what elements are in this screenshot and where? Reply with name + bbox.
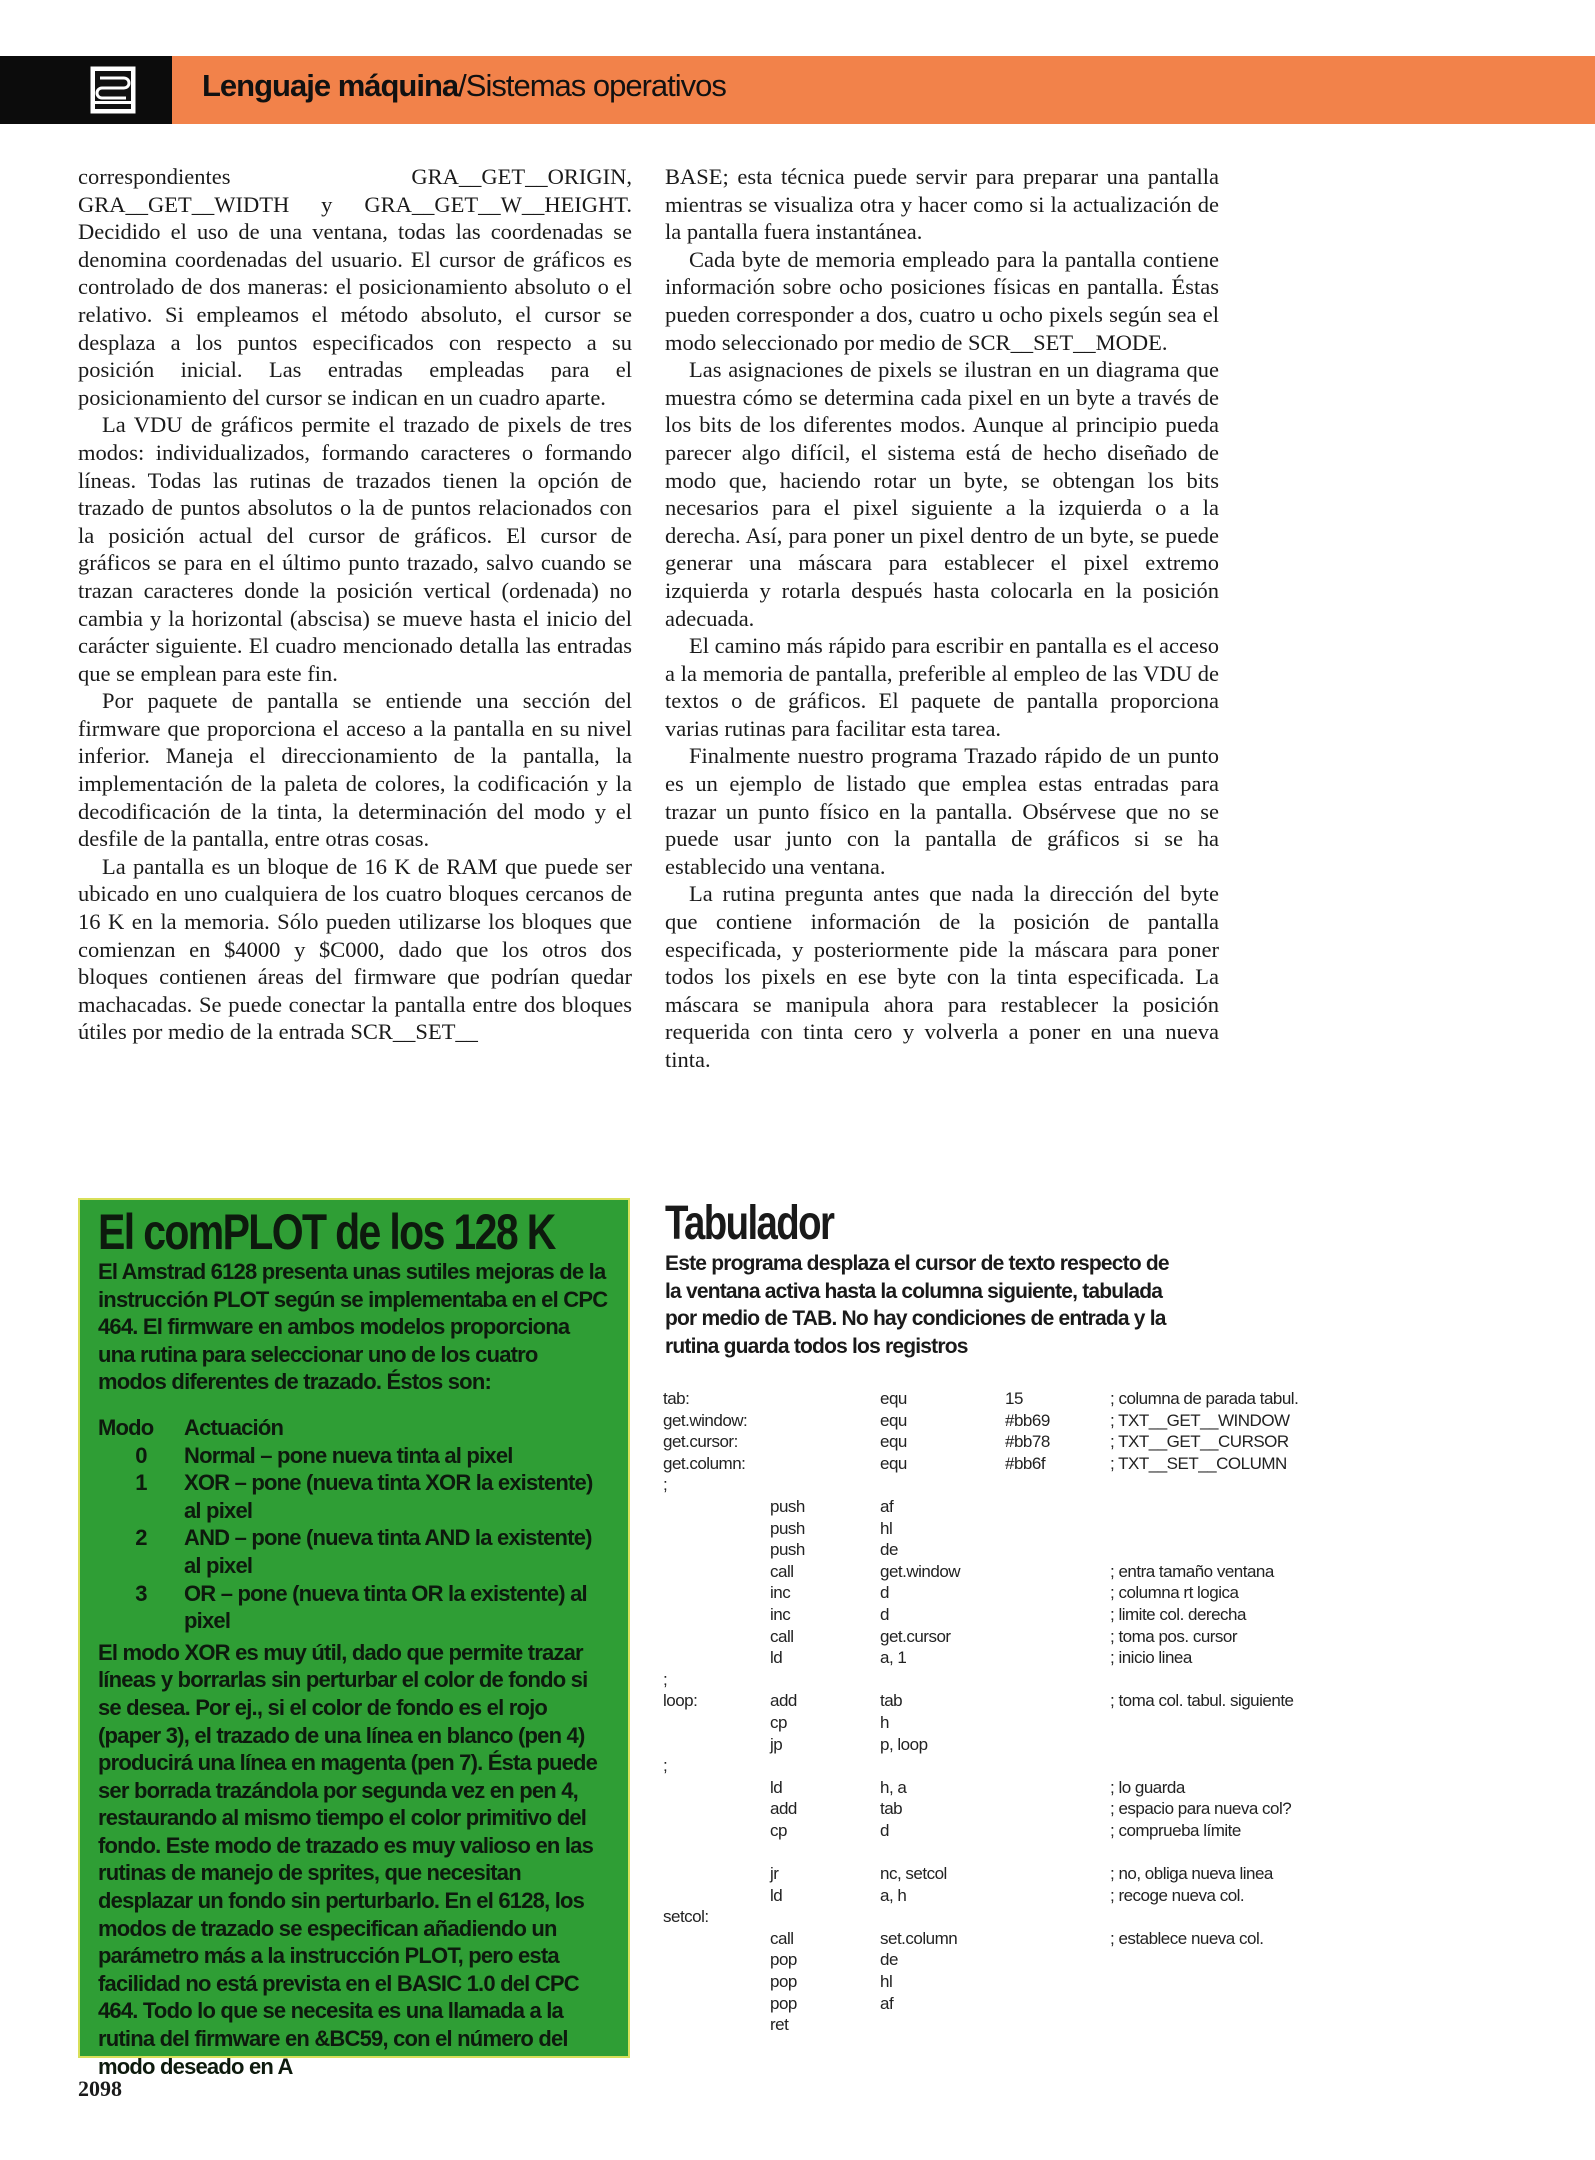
code-comment: ; toma pos. cursor	[1110, 1626, 1238, 1646]
code-label: loop:	[663, 1691, 698, 1711]
paragraph: Las asignaciones de pixels se ilustran en un diagrama que muestra cómo se determina cada pixel en un byte a través de los bits de los diferentes modos. Aunque al principio pueda parecer algo difícil, el sistema está de hecho diseñado de modo que, haciendo rotar un byte, se obtengan los bits necesarios para el pixel siguiente a la izquierda o a la derecha. Así, para poner un pixel dentro de un byte, se puede generar una máscara para establecer el pixel extremo izquierda y rotarla después hasta colocarla en la posición adecuada.	[665, 357, 1219, 631]
code-opcode: ld	[770, 1648, 783, 1668]
sidebar-box	[78, 1198, 630, 2079]
code-opcode: push	[770, 1496, 805, 1516]
paragraph: Por paquete de pantalla se entiende una sección del firmware que proporciona el acceso a la pantalla en su nivel inferior. Maneja el direccionamiento de la pantalla, la implementación de la paleta de colores, la codificación y la decodificación de la tinta, la determinación del modo y el desfile de la pantalla, entre otras cosas.	[78, 688, 632, 852]
code-comment: ; TXT__GET__WINDOW	[1110, 1410, 1290, 1430]
mode-number: 2	[135, 1525, 147, 1551]
code-opcode: jp	[770, 1734, 783, 1754]
code-opcode: ret	[770, 2015, 789, 2035]
listing-title: Tabulador	[665, 1197, 834, 1250]
code-opcode: ld	[770, 1777, 783, 1797]
col-mode: Modo	[98, 1414, 154, 1440]
modes-table	[98, 1414, 610, 1635]
code-opcode: jr	[770, 1864, 779, 1884]
code-value: #bb6f	[1005, 1453, 1046, 1473]
paragraph: El camino más rápido para escribir en pantalla es el acceso a la memoria de pantalla, preferible al empleo de las VDU de textos o de gráficos. El paquete de pantalla proporciona varias rutinas para facilitar esta tarea.	[665, 633, 1219, 741]
code-value: #bb69	[1005, 1410, 1050, 1430]
code-opcode: call	[770, 1928, 794, 1948]
code-comment: ; TXT__GET__CURSOR	[1110, 1432, 1289, 1452]
code-label: ;	[663, 1475, 668, 1495]
code-operand: nc, setcol	[880, 1864, 947, 1884]
code-operand: tab	[880, 1799, 903, 1819]
code-comment: ; establece nueva col.	[1110, 1928, 1264, 1948]
box-intro: El Amstrad 6128 presenta unas sutiles mejoras de la instrucción PLOT según se implementaba en el CPC 464. El firmware en ambos modelos proporciona una rutina para seleccionar uno de los cuatro modos diferentes de trazado. Éstos son:	[98, 1259, 608, 1395]
mode-text: OR – pone (nueva tinta OR la existente) al pixel	[184, 1580, 587, 1634]
code-opcode: call	[770, 1561, 794, 1581]
mode-row	[98, 1469, 610, 1524]
code-opcode: cp	[770, 1712, 787, 1732]
code-operand: get.window	[880, 1561, 961, 1581]
code-label: ;	[663, 1756, 668, 1776]
code-opcode: inc	[770, 1604, 791, 1624]
mode-row	[98, 1580, 610, 1635]
box-body: El modo XOR es muy útil, dado que permite trazar líneas y borrarlas sin perturbar el color de fondo si se desea. Por ej., si el color de fondo es el rojo (paper 3), el trazado de una línea en blanco (pen 4) producirá una línea en magenta (pen 7). Ésta puede ser borrada trazándola por segunda vez en pen 4, restaurando al mismo tiempo el color primitivo del fondo. Este modo de trazado es muy valioso en las rutinas de manejo de sprites, que necesitan desplazar un fondo sin perturbarlo. En el 6128, los modos de trazado se especifican añadiendo un parámetro más a la instrucción PLOT, pero esta facilidad no está prevista en el BASIC 1.0 del CPC 464. Todo lo que se necesita es una llamada a la rutina del firmware en &BC59, con el número del modo deseado en A	[98, 1639, 598, 2079]
code-operand: p, loop	[880, 1734, 928, 1754]
code-operand: hl	[880, 1972, 893, 1992]
code-opcode: ld	[770, 1885, 783, 1905]
code-operand: set.column	[880, 1928, 958, 1948]
code-opcode: push	[770, 1540, 805, 1560]
paragraph: Finalmente nuestro programa Trazado rápido de un punto es un ejemplo de listado que emplea estas entradas para trazar un punto físico en la pantalla. Obsérvese que no se puede usar junto con la pantalla de gráficos si se ha establecido una ventana.	[665, 743, 1219, 879]
mode-number: 0	[135, 1442, 147, 1468]
code-comment: ; columna rt logica	[1110, 1583, 1239, 1603]
code-label: get.cursor:	[663, 1432, 738, 1452]
code-operand: equ	[880, 1453, 907, 1473]
code-label: get.column:	[663, 1453, 746, 1473]
code-operand: get.cursor	[880, 1626, 951, 1646]
code-operand: de	[880, 1540, 898, 1560]
code-comment: ; toma col. tabul. siguiente	[1110, 1691, 1294, 1711]
code-operand: equ	[880, 1410, 907, 1430]
mode-number: 3	[135, 1580, 147, 1606]
code-comment: ; lo guarda	[1110, 1777, 1185, 1797]
code-comment: ; entra tamaño ventana	[1110, 1561, 1274, 1581]
code-label: tab:	[663, 1389, 690, 1408]
paragraph: La pantalla es un bloque de 16 K de RAM que puede ser ubicado en uno cualquiera de los cuatro bloques cercanos de 16 K en la memoria. Sólo pueden utilizarse los bloques que comienzan en $4000 y $C000, dado que los otros dos bloques contienen áreas del firmware que podrían quedar machacadas. Se puede conectar la pantalla entre dos bloques útiles por medio de la entrada SCR__SET__	[78, 853, 632, 1045]
paragraph: Cada byte de memoria empleado para la pantalla contiene información sobre ocho posiciones físicas en pantalla. Éstas pueden corresponder a dos, cuatro u ocho pixels según sea el modo seleccionado por medio de SCR__SET__MODE.	[665, 246, 1219, 355]
code-operand: de	[880, 1950, 898, 1970]
section-title	[202, 68, 726, 104]
code-comment: ; espacio para nueva col?	[1110, 1799, 1292, 1819]
code-opcode: call	[770, 1626, 794, 1646]
circuit-icon	[88, 64, 138, 116]
code-value: 15	[1005, 1389, 1023, 1408]
code-opcode: add	[770, 1691, 797, 1711]
mode-text: AND – pone (nueva tinta AND la existente) al pixel	[184, 1525, 592, 1578]
code-operand: equ	[880, 1389, 907, 1408]
right-column	[665, 163, 1219, 1074]
code-operand: equ	[880, 1432, 907, 1452]
code-operand: d	[880, 1583, 889, 1603]
code-opcode: cp	[770, 1820, 787, 1840]
code-opcode: pop	[770, 1993, 797, 2013]
code-label: setcol:	[663, 1907, 709, 1927]
code-opcode: pop	[770, 1972, 797, 1992]
code-opcode: pop	[770, 1950, 797, 1970]
page-number: 2098	[78, 2076, 122, 2101]
section-title-rest: /Sistemas operativos	[458, 68, 726, 103]
code-comment: ; no, obliga nueva linea	[1110, 1864, 1273, 1884]
paragraph: La VDU de gráficos permite el trazado de pixels de tres modos: individualizados, formando caracteres o formando líneas. Todas las rutinas de trazados tienen la opción de trazado de puntos absolutos o la de puntos relacionados con la posición actual del cursor de gráficos. El cursor de gráficos se para en el último punto trazado, salvo cuando se trazan caracteres donde la posición vertical (ordenada) no cambia y la horizontal (abscisa) se mueve hasta el inicio del carácter siguiente. El cuadro mencionado detalla las entradas que se emplean para este fin.	[78, 412, 632, 686]
code-operand: d	[880, 1820, 889, 1840]
code-operand: hl	[880, 1518, 893, 1538]
code-opcode: inc	[770, 1583, 791, 1603]
mode-text: Normal – pone nueva tinta al pixel	[184, 1442, 513, 1468]
code-comment: ; columna de parada tabul.	[1110, 1389, 1299, 1408]
code-operand: h, a	[880, 1777, 907, 1797]
code-comment: ; TXT__SET__COLUMN	[1110, 1453, 1287, 1473]
section-title-bold: Lenguaje máquina	[202, 68, 459, 103]
code-operand: af	[880, 1496, 894, 1516]
paragraph: BASE; esta técnica puede servir para preparar una pantalla mientras se visualiza otra y hacer como si la actualización de la pantalla fuera instantánea.	[665, 164, 1219, 245]
code-value: #bb78	[1005, 1432, 1050, 1452]
col-action: Actuación	[184, 1414, 284, 1440]
code-operand: a, 1	[880, 1648, 907, 1668]
code-comment: ; recoge nueva col.	[1110, 1885, 1245, 1905]
code-opcode: add	[770, 1799, 797, 1819]
listing-description: Este programa desplaza el cursor de texto respecto de la ventana activa hasta la columna siguiente, tabulada por medio de TAB. No hay condiciones de entrada y la rutina guarda todos los registros	[665, 1252, 1169, 1358]
paragraph: correspondientes GRA__GET__ORIGIN, GRA__GET__WIDTH y GRA__GET__W__HEIGHT. Decidido el uso de una ventana, todas las coordenadas se denomina coordenadas del usuario. El cursor de gráficos es controlado de dos maneras: el posicionamiento absoluto o el relativo. Si empleamos el método absoluto, el cursor se desplaza a los puntos especificados con respecto a su posición inicial. Las entradas empleadas para el posicionamiento del cursor se indican en un cuadro aparte.	[78, 164, 632, 410]
mode-row	[98, 1442, 610, 1470]
code-operand: h	[880, 1712, 889, 1732]
mode-text: XOR – pone (nueva tinta XOR la existente) al pixel	[184, 1470, 593, 1523]
code-label: get.window:	[663, 1410, 748, 1430]
left-column	[78, 163, 632, 1046]
mode-number: 1	[135, 1470, 147, 1496]
code-comment: ; comprueba límite	[1110, 1820, 1241, 1840]
paragraph: La rutina pregunta antes que nada la dirección del byte que contiene información de la posición de pantalla especificada, y posteriormente pide la máscara para poner todos los pixels en ese byte con la tinta especificada. La máscara se manipula ahora para restablecer la posición requerida con tinta cero y volverla a poner en una nueva tinta.	[665, 881, 1219, 1072]
code-operand: tab	[880, 1691, 903, 1711]
code-opcode: push	[770, 1518, 805, 1538]
code-label: ;	[663, 1669, 668, 1689]
modes-header	[98, 1414, 610, 1442]
code-operand: a, h	[880, 1885, 907, 1905]
code-operand: d	[880, 1604, 889, 1624]
header-block	[0, 56, 172, 124]
code-operand: af	[880, 1993, 894, 2013]
code-comment: ; inicio linea	[1110, 1648, 1192, 1668]
code-comment: ; limite col. derecha	[1110, 1604, 1246, 1624]
mode-row	[98, 1524, 610, 1579]
box-title: El comPLOT de los 128 K	[98, 1204, 555, 1260]
